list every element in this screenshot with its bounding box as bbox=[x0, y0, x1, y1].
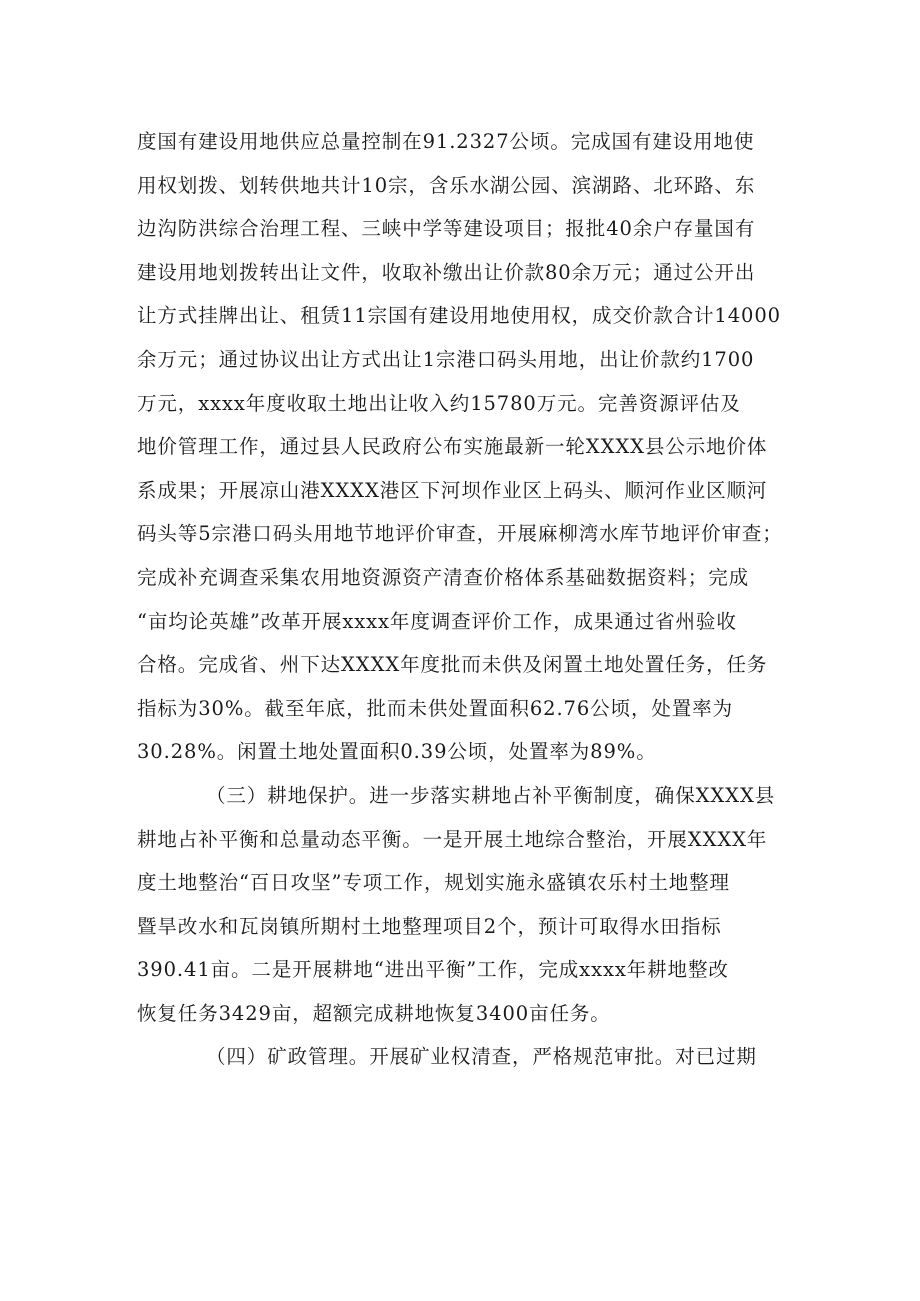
text-line: 指标为30%。截至年底，批而未供处置面积62.76公顷，处置率为 bbox=[137, 696, 733, 720]
text-line: 边沟防洪综合治理工程、三峡中学等建设项目；报批40余户存量国有 bbox=[137, 217, 756, 241]
text-line: 万元，xxxx年度收取土地出让收入约15780万元。完善资源评估及 bbox=[137, 391, 741, 415]
text-line: 度土地整治“百日攻坚”专项工作，规划实施永盛镇农乐村土地整理 bbox=[137, 871, 730, 895]
text-line: 合格。完成省、州下达XXXX年度批而未供及闲置土地处置任务，任务 bbox=[137, 653, 768, 677]
text-line: 用权划拨、划转供地共计10宗，含乐水湖公园、滨湖路、北环路、东 bbox=[137, 173, 756, 197]
paragraph-land-supply bbox=[137, 120, 787, 774]
text-line: 系成果；开展凉山港XXXX港区下河坝作业区上码头、顺河作业区顺河 bbox=[137, 478, 768, 502]
text-line: （四）矿政管理。开展矿业权清查，严格规范审批。对已过期 bbox=[206, 1045, 757, 1069]
text-line: 建设用地划拨转出让文件，收取补缴出让价款80余万元；通过公开出 bbox=[137, 260, 756, 284]
text-line: 耕地占补平衡和总量动态平衡。一是开展土地综合整治，开展XXXX年 bbox=[137, 827, 768, 851]
text-line: 地价管理工作，通过县人民政府公布实施最新一轮XXXX县公示地价体 bbox=[137, 435, 768, 459]
text-line: 让方式挂牌出让、租赁11宗国有建设用地使用权，成交价款合计14000 bbox=[137, 304, 781, 328]
text-line: 余万元；通过协议出让方式出让1宗港口码头用地，出让价款约1700 bbox=[137, 347, 755, 371]
text-line: 度国有建设用地供应总量控制在91.2327公顷。完成国有建设用地使 bbox=[137, 130, 755, 153]
paragraph-farmland-protection bbox=[137, 774, 787, 1036]
document-body bbox=[137, 120, 787, 1079]
text-line: “亩均论英雄”改革开展xxxx年度调查评价工作，成果通过省州验收 bbox=[137, 609, 737, 633]
text-line: 恢复任务3429亩，超额完成耕地恢复3400亩任务。 bbox=[137, 1001, 611, 1025]
paragraph-mining-management bbox=[137, 1035, 787, 1079]
text-line: 码头等5宗港口码头用地节地评价审查，开展麻柳湾水库节地评价审查； bbox=[137, 522, 783, 546]
text-line: （三）耕地保护。进一步落实耕地占补平衡制度，确保XXXX县 bbox=[206, 783, 776, 807]
text-line: 390.41亩。二是开展耕地“进出平衡”工作，完成xxxx年耕地整改 bbox=[137, 958, 729, 982]
text-line: 完成补充调查采集农用地资源资产清查价格体系基础数据资料；完成 bbox=[137, 565, 750, 589]
text-line: 30.28%。闲置土地处置面积0.39公顷，处置率为89%。 bbox=[137, 740, 657, 764]
text-line: 暨旱改水和瓦岗镇所期村土地整理项目2个，预计可取得水田指标 bbox=[137, 914, 722, 938]
